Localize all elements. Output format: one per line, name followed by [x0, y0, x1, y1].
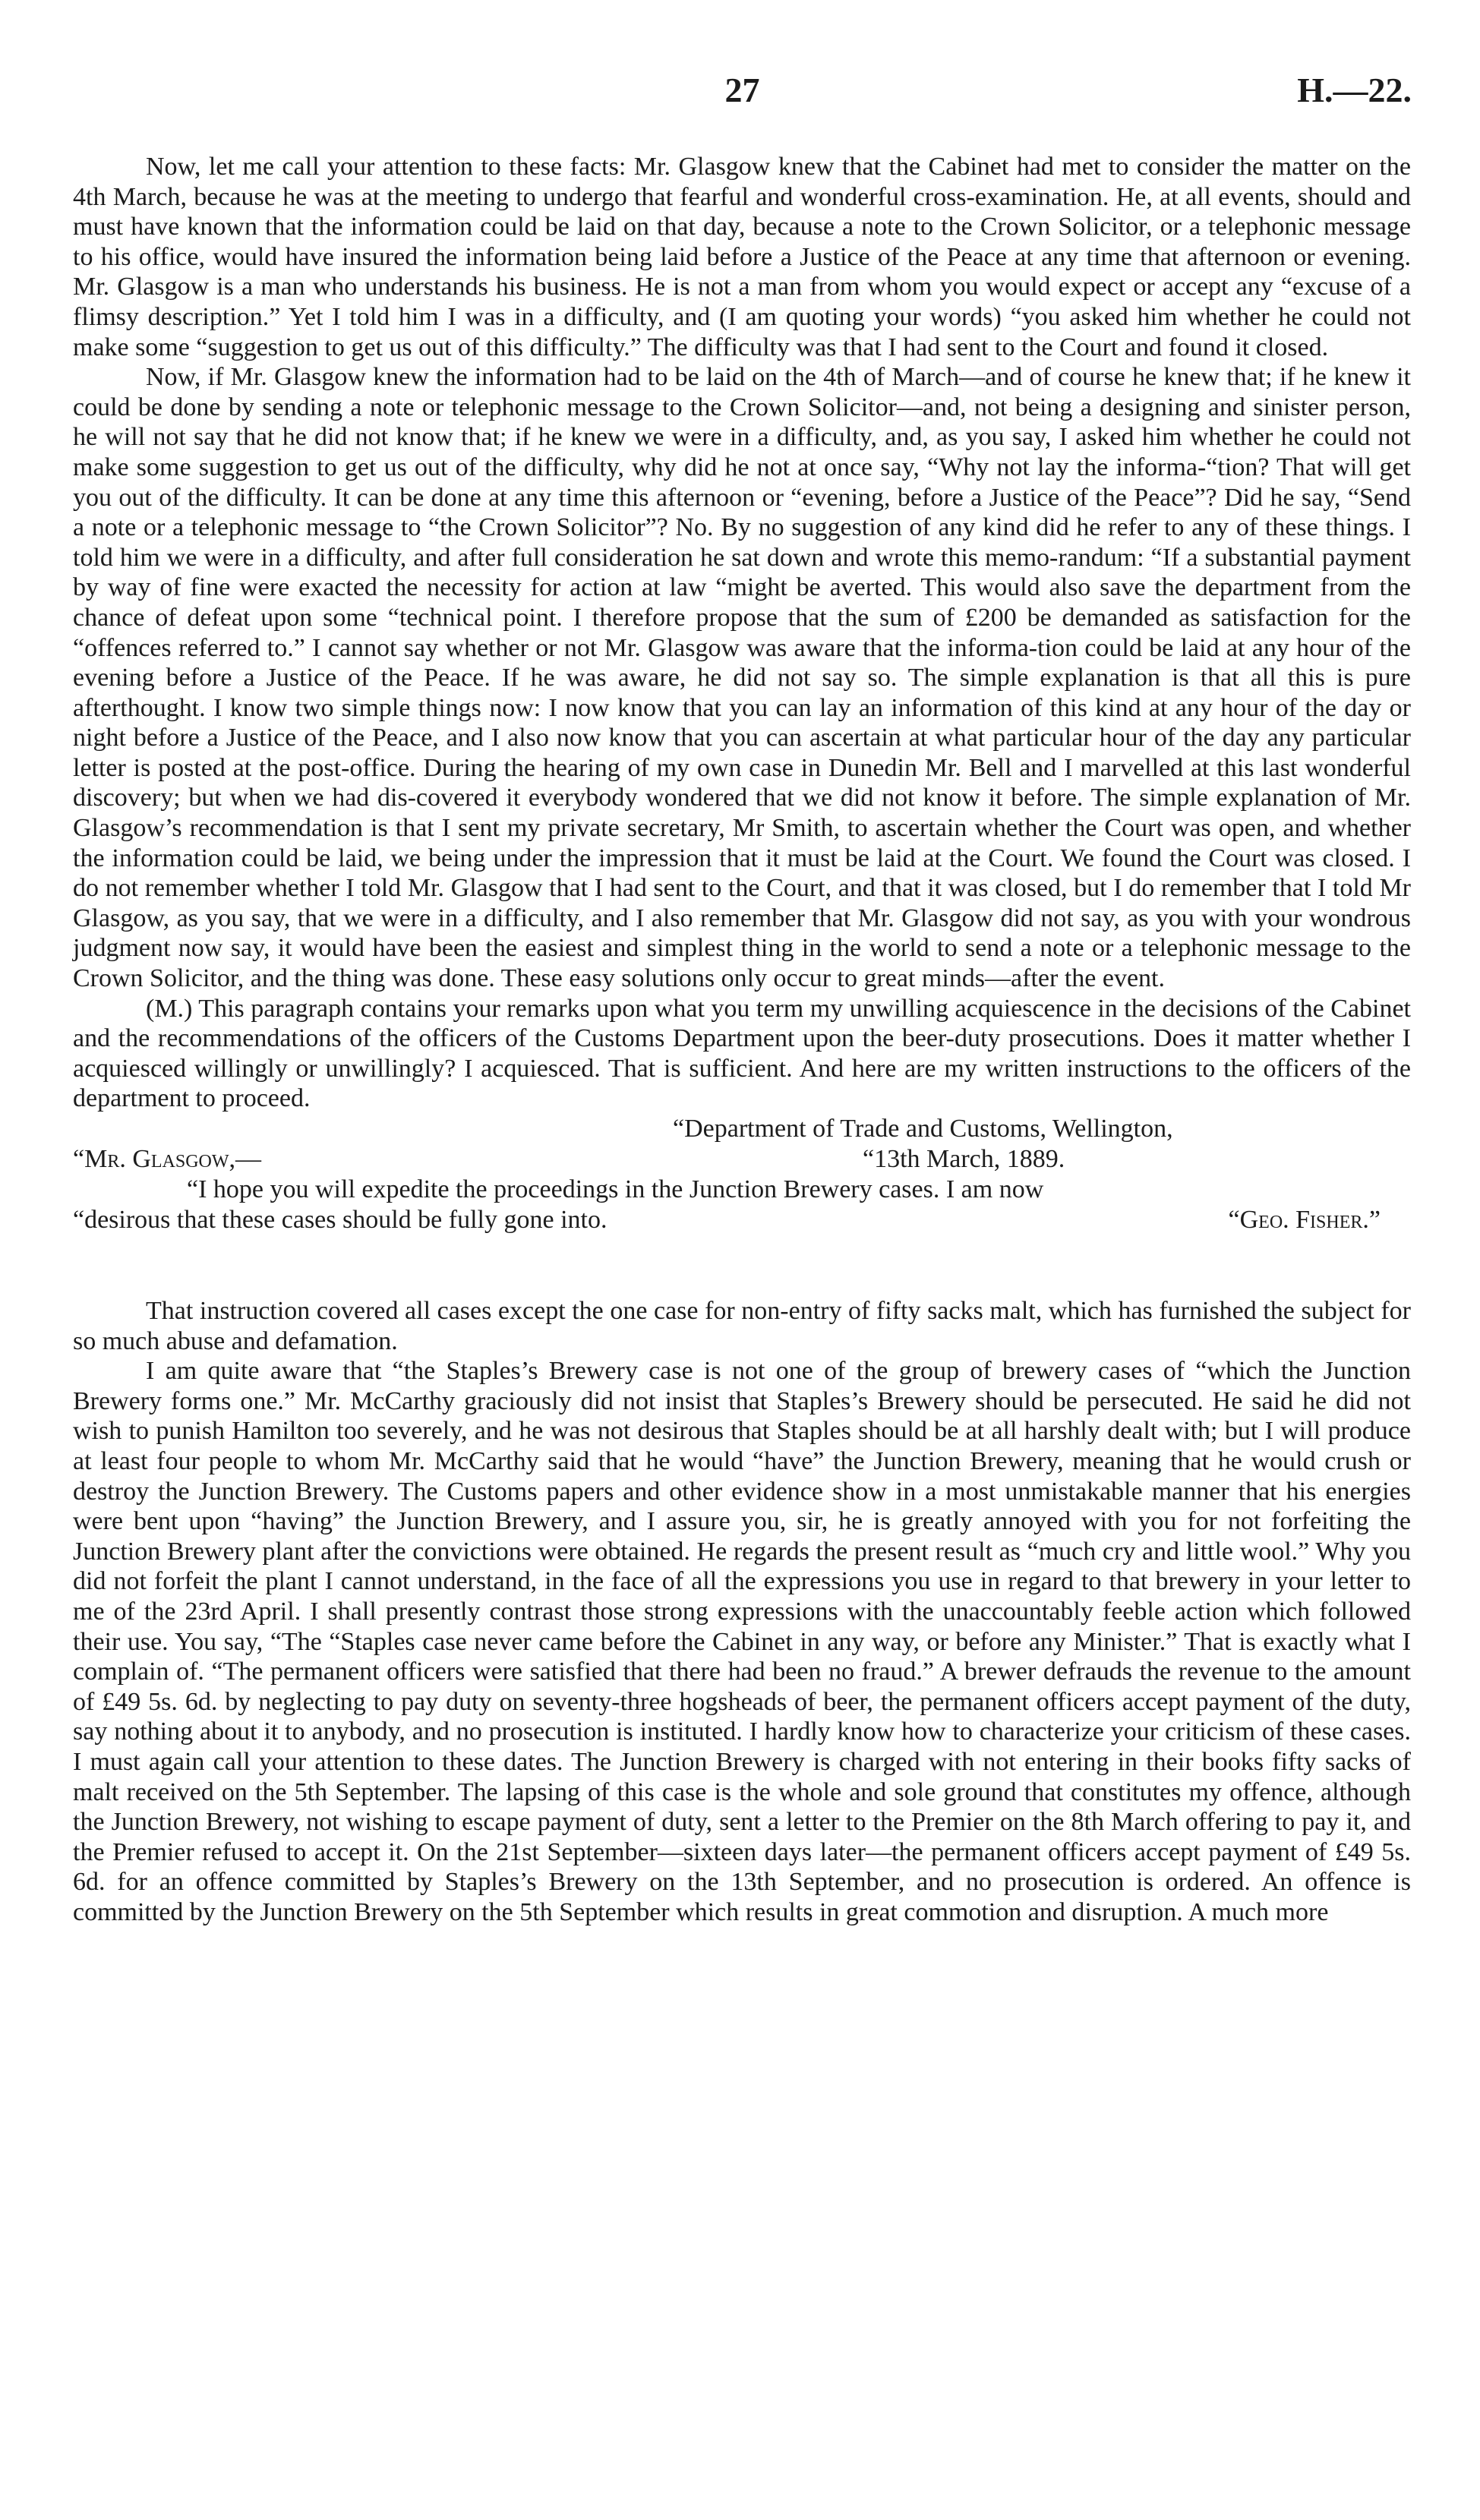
paragraph: That instruction covered all cases except the one case for non-entry of fifty sacks malt, which has furnished the subject for so much abuse and defamation.: [73, 1297, 1411, 1355]
letter-salutation: “Mr. Glasgow,—: [73, 1145, 262, 1173]
letter-body-line: “I hope you will expedite the proceedings in the Junction Brewery cases. I am now: [187, 1175, 1044, 1203]
paragraph: I am quite aware that “the Staples’s Brewery case is not one of the group of brewery cases of “which the Junction Brewery forms one.” Mr. McCarthy graciously did not insist that Staples’s Brewery should be persecuted. He said he did not wish to punish Hamilton too severely, and he was not desirous that Staples should be at all harshly dealt with; but I will produce at least four people to whom Mr. McCarthy said that he would “have” the Junction Brewery, meaning that he would crush or destroy the Junction Brewery. The Customs papers and other evidence show in a most unmistakable manner that his energies were bent upon “having” the Junction Brewery, and I assure you, sir, he is greatly annoyed with you for not forfeiting the Junction Brewery plant after the convictions were obtained. He regards the present result as “much cry and little wool.” Why you did not forfeit the plant I cannot understand, in the face of all the expressions you use in regard to that brewery in your letter to me of the 23rd April. I shall presently contrast those strong expressions with the unaccountably feeble action which followed their use. You say, “The “Staples case never came before the Cabinet in any way, or before any Minister.” That is exactly what I complain of. “The permanent officers were satisfied that there had been no fraud.” A brewer defrauds the revenue to the amount of £49 5s. 6d. by neglecting to pay duty on seventy-three hogsheads of beer, the permanent officers accept payment of the duty, say nothing about it to anybody, and no prosecution is instituted. I hardly know how to characterize your criticism of these cases. I must again call your attention to these dates. The Junction Brewery is charged with not entering in their books fifty sacks of malt received on the 5th September. The lapsing of this case is the whole and sole ground that constitutes my offence, although the Junction Brewery, not wishing to escape payment of duty, sent a letter to the Premier on the 8th March offering to pay it, and the Premier refused to accept it. On the 21st September—sixteen days later—the permanent officers accept payment of £49 5s. 6d. for an offence committed by Staples’s Brewery on the 13th September, and no prosecution is ordered. An offence is committed by the Junction Brewery on the 5th September which results in great commotion and disruption. A much more: [73, 1357, 1411, 1926]
letter-department-line: “Department of Trade and Customs, Wellington,: [673, 1115, 1173, 1143]
letter-date: “13th March, 1889.: [863, 1145, 1065, 1173]
paragraph: Now, if Mr. Glasgow knew the information had to be laid on the 4th of March—and of course he knew that; if he knew it could be done by sending a note or telephonic message to the Crown Solicitor—and, not being a designing and sinister person, he will not say that he did not know that; if he knew we were in a difficulty, and, as you say, I asked him whether he could not make some suggestion to get us out of the difficulty, why did he not at once say, “Why not lay the informa-“tion? That will get you out of the difficulty. It can be done at any time this afternoon or “evening, before a Justice of the Peace”? Did he say, “Send a note or a telephonic message to “the Crown Solicitor”? No. By no suggestion of any kind did he refer to any of these things. I told him we were in a difficulty, and after full consideration he sat down and wrote this memo-randum: “If a substantial payment by way of fine were exacted the necessity for action at law “might be averted. This would also save the department from the chance of defeat upon some “technical point. I therefore propose that the sum of £200 be demanded as satisfaction for the “offences referred to.” I cannot say whether or not Mr. Glasgow was aware that the informa-tion could be laid at any hour of the evening before a Justice of the Peace. If he was aware, he did not say so. The simple explanation is that all this is pure afterthought. I know two simple things now: I now know that you can lay an information of this kind at any hour of the day or night before a Justice of the Peace, and I also now know that you can ascertain at what particular hour of the day any particular letter is posted at the post-office. During the hearing of my own case in Dunedin Mr. Bell and I marvelled at this last wonderful discovery; but when we had dis-covered it everybody wondered that we did not know it before. The simple explanation of Mr. Glasgow’s recommendation is that I sent my private secretary, Mr Smith, to ascertain whether the Court was open, and whether the information could be laid, we being under the impression that it must be laid at the Court. We found the Court was closed. I do not remember whether I told Mr. Glasgow that I had sent to the Court, and that it was closed, but I do remember that I told Mr Glasgow, as you say, that we were in a difficulty, and I also remember that Mr. Glasgow did not say, as you with your wondrous judgment now say, it would have been the easiest and simplest thing in the world to send a note or a telephonic message to the Crown Solicitor, and the thing was done. These easy solutions only occur to great minds—after the event.: [73, 363, 1411, 993]
paragraph: (M.) This paragraph contains your remarks upon what you term my unwilling acquiescence in the decisions of the Cabinet and the recommendations of the officers of the Customs Department upon the beer-duty prosecutions. Does it matter whether I acquiesced willingly or unwillingly? I acquiesced. That is sufficient. And here are my written instructions to the officers of the department to proceed.: [73, 994, 1411, 1113]
body-text: [73, 152, 1411, 1927]
paragraph: Now, let me call your attention to these facts: Mr. Glasgow knew that the Cabinet had met to consider the matter on the 4th March, because he was at the meeting to undergo that fearful and wonderful cross-examination. He, at all events, should and must have known that the information could be laid on that day, because a note to the Crown Solicitor, or a telephonic message to his office, would have insured the information being laid before a Justice of the Peace at any time that afternoon or evening. Mr. Glasgow is a man who understands his business. He is not a man from whom you would expect or accept any “excuse of a flimsy description.” Yet I told him I was in a difficulty, and (I am quoting your words) “you asked him whether he could not make some “suggestion to get us out of this difficulty.” The difficulty was that I had sent to the Court and found it closed.: [73, 153, 1411, 361]
page-header: [73, 70, 1412, 123]
quoted-letter: [73, 1114, 1411, 1296]
page-number: 27: [724, 71, 760, 109]
letter-body-line: “desirous that these cases should be fully gone into.: [73, 1206, 607, 1234]
letter-signature: “Geo. Fisher.”: [1228, 1206, 1381, 1234]
document-code: H.—22.: [1297, 71, 1412, 109]
